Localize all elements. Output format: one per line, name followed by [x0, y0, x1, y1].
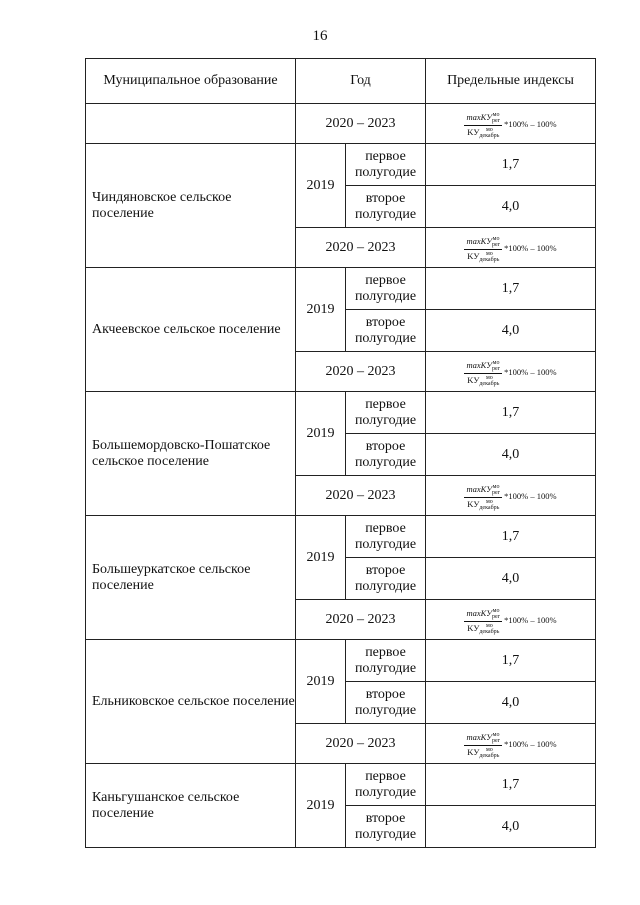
municipality-row	[86, 640, 596, 682]
formula-tail: *100% – 100%	[504, 615, 557, 626]
municipality-row	[86, 144, 596, 186]
year-cell: 2019	[296, 764, 346, 848]
first-half-value: 1,7	[426, 516, 596, 558]
second-half-value: 4,0	[426, 310, 596, 352]
year-cell: 2019	[296, 516, 346, 600]
formula-denominator: KУ мо декабрь	[467, 622, 500, 635]
formula-fraction	[464, 236, 502, 263]
second-half-label: второе полугодие	[346, 310, 426, 352]
formula-numerator: maxKУ мо рег	[466, 483, 501, 496]
first-half-value: 1,7	[426, 764, 596, 806]
second-half-value: 4,0	[426, 558, 596, 600]
first-half-label: первое полугодие	[346, 268, 426, 310]
year-cell: 2019	[296, 268, 346, 352]
index-formula	[464, 484, 556, 511]
formula-cell	[426, 476, 596, 516]
formula-denominator: KУ мо декабрь	[467, 374, 500, 387]
first-half-value: 1,7	[426, 392, 596, 434]
index-formula	[464, 112, 556, 139]
municipality-name: Чиндяновское сельское поселение	[86, 144, 296, 268]
formula-denominator: KУ мо декабрь	[467, 250, 500, 263]
formula-cell	[426, 104, 596, 144]
formula-tail: *100% – 100%	[504, 243, 557, 254]
second-half-label: второе полугодие	[346, 434, 426, 476]
second-half-label: второе полугодие	[346, 806, 426, 848]
index-formula	[464, 608, 556, 635]
municipality-name: Каньгушанское сельское поселение	[86, 764, 296, 848]
header-indices: Предельные индексы	[426, 59, 596, 104]
first-half-value: 1,7	[426, 268, 596, 310]
formula-cell	[426, 724, 596, 764]
range-cell: 2020 – 2023	[296, 104, 426, 144]
second-half-value: 4,0	[426, 806, 596, 848]
municipality-name: Большеуркатское сельское поселение	[86, 516, 296, 640]
first-half-label: первое полугодие	[346, 144, 426, 186]
second-half-value: 4,0	[426, 682, 596, 724]
formula-tail: *100% – 100%	[504, 367, 557, 378]
second-half-value: 4,0	[426, 186, 596, 228]
municipality-name: Ельниковское сельское поселение	[86, 640, 296, 764]
year-cell: 2019	[296, 640, 346, 724]
municipality-name: Большемордовско-Пошатское сельское поселение	[86, 392, 296, 516]
header-municipality: Муниципальное образование	[86, 59, 296, 104]
formula-numerator: maxKУ мо рег	[466, 111, 501, 124]
municipality-row	[86, 268, 596, 310]
second-half-label: второе полугодие	[346, 558, 426, 600]
table-body	[86, 104, 596, 848]
empty-municipality-cell	[86, 104, 296, 144]
formula-cell	[426, 600, 596, 640]
range-cell: 2020 – 2023	[296, 476, 426, 516]
formula-fraction	[464, 484, 502, 511]
second-half-value: 4,0	[426, 434, 596, 476]
formula-tail: *100% – 100%	[504, 739, 557, 750]
formula-tail: *100% – 100%	[504, 119, 557, 130]
formula-numerator: maxKУ мо рег	[466, 731, 501, 744]
index-formula	[464, 732, 556, 759]
formula-denominator: KУ мо декабрь	[467, 126, 500, 139]
range-cell: 2020 – 2023	[296, 724, 426, 764]
range-cell: 2020 – 2023	[296, 600, 426, 640]
formula-denominator: KУ мо декабрь	[467, 498, 500, 511]
municipality-row	[86, 392, 596, 434]
index-formula	[464, 360, 556, 387]
year-cell: 2019	[296, 392, 346, 476]
municipality-row	[86, 516, 596, 558]
range-cell: 2020 – 2023	[296, 352, 426, 392]
first-half-value: 1,7	[426, 640, 596, 682]
range-cell: 2020 – 2023	[296, 228, 426, 268]
formula-numerator: maxKУ мо рег	[466, 235, 501, 248]
formula-fraction	[464, 112, 502, 139]
second-half-label: второе полугодие	[346, 186, 426, 228]
formula-fraction	[464, 608, 502, 635]
first-half-value: 1,7	[426, 144, 596, 186]
indices-table	[85, 58, 596, 848]
formula-numerator: maxKУ мо рег	[466, 607, 501, 620]
formula-numerator: maxKУ мо рег	[466, 359, 501, 372]
page-number: 16	[312, 28, 328, 44]
header-row	[86, 59, 596, 104]
header-year: Год	[296, 59, 426, 104]
formula-cell	[426, 228, 596, 268]
first-half-label: первое полугодие	[346, 392, 426, 434]
year-cell: 2019	[296, 144, 346, 228]
formula-fraction	[464, 732, 502, 759]
municipality-row	[86, 764, 596, 806]
formula-cell	[426, 352, 596, 392]
formula-fraction	[464, 360, 502, 387]
second-half-label: второе полугодие	[346, 682, 426, 724]
index-formula	[464, 236, 556, 263]
first-half-label: первое полугодие	[346, 764, 426, 806]
formula-denominator: KУ мо декабрь	[467, 746, 500, 759]
first-half-label: первое полугодие	[346, 640, 426, 682]
top-range-row	[86, 104, 596, 144]
first-half-label: первое полугодие	[346, 516, 426, 558]
municipality-name: Акчеевское сельское поселение	[86, 268, 296, 392]
formula-tail: *100% – 100%	[504, 491, 557, 502]
